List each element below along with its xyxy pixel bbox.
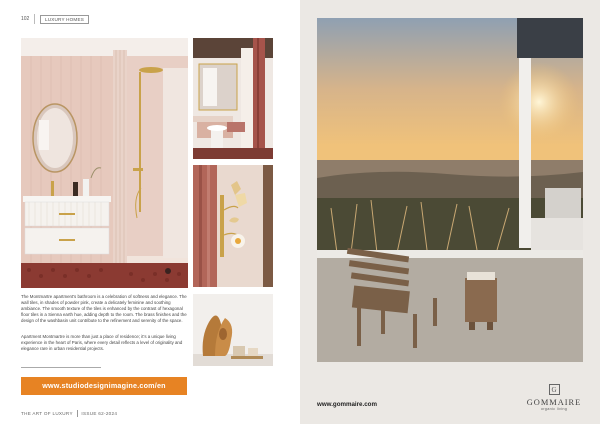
text-divider (21, 367, 101, 368)
terrace-sunset-photo (317, 18, 583, 362)
wall-sconce-photo (193, 165, 273, 287)
footer-magazine-title: THE ART OF LUXURY (21, 411, 73, 416)
page-number: 102 (21, 16, 30, 22)
vanity-photo (193, 38, 273, 159)
header-divider (34, 14, 35, 24)
brand-url[interactable]: www.gommaire.com (317, 401, 377, 408)
footer (21, 410, 117, 417)
studio-website-link[interactable]: www.studiodesignimagine.com/en (21, 377, 187, 395)
logo-mark: G (549, 384, 560, 395)
body-paragraph-2: Apartment Montmartre is more than just a place of residence; it's a unique living experience in the heart of Paris, where every detail reflects a level of originality and elegance rare in urban residential projects. (21, 334, 183, 352)
gommaire-logo (523, 379, 585, 413)
logo-tagline: organic living (540, 407, 568, 411)
body-paragraph-1: The Montmartre apartment's bathroom is a celebration of softness and elegance. The wall tiles, in shades of powder pink, create a delicately feminine and soothing ambiance. The smooth texture of the tiles is enhanced by the contrast of hexagonal floor tiles in a Sienna earth hue, adding depth to the room. The brass finishes and the design of the washbasin unit contribute to the refinement and serenity of the space. (21, 294, 187, 324)
footer-separator (77, 410, 78, 417)
decor-photo (193, 294, 273, 366)
logo-name: GOMMAIRE (526, 398, 582, 407)
footer-issue: ISSUE 62-2024 (81, 411, 118, 416)
section-tag: LUXURY HOMES (40, 15, 89, 24)
bathroom-photo (21, 38, 188, 288)
